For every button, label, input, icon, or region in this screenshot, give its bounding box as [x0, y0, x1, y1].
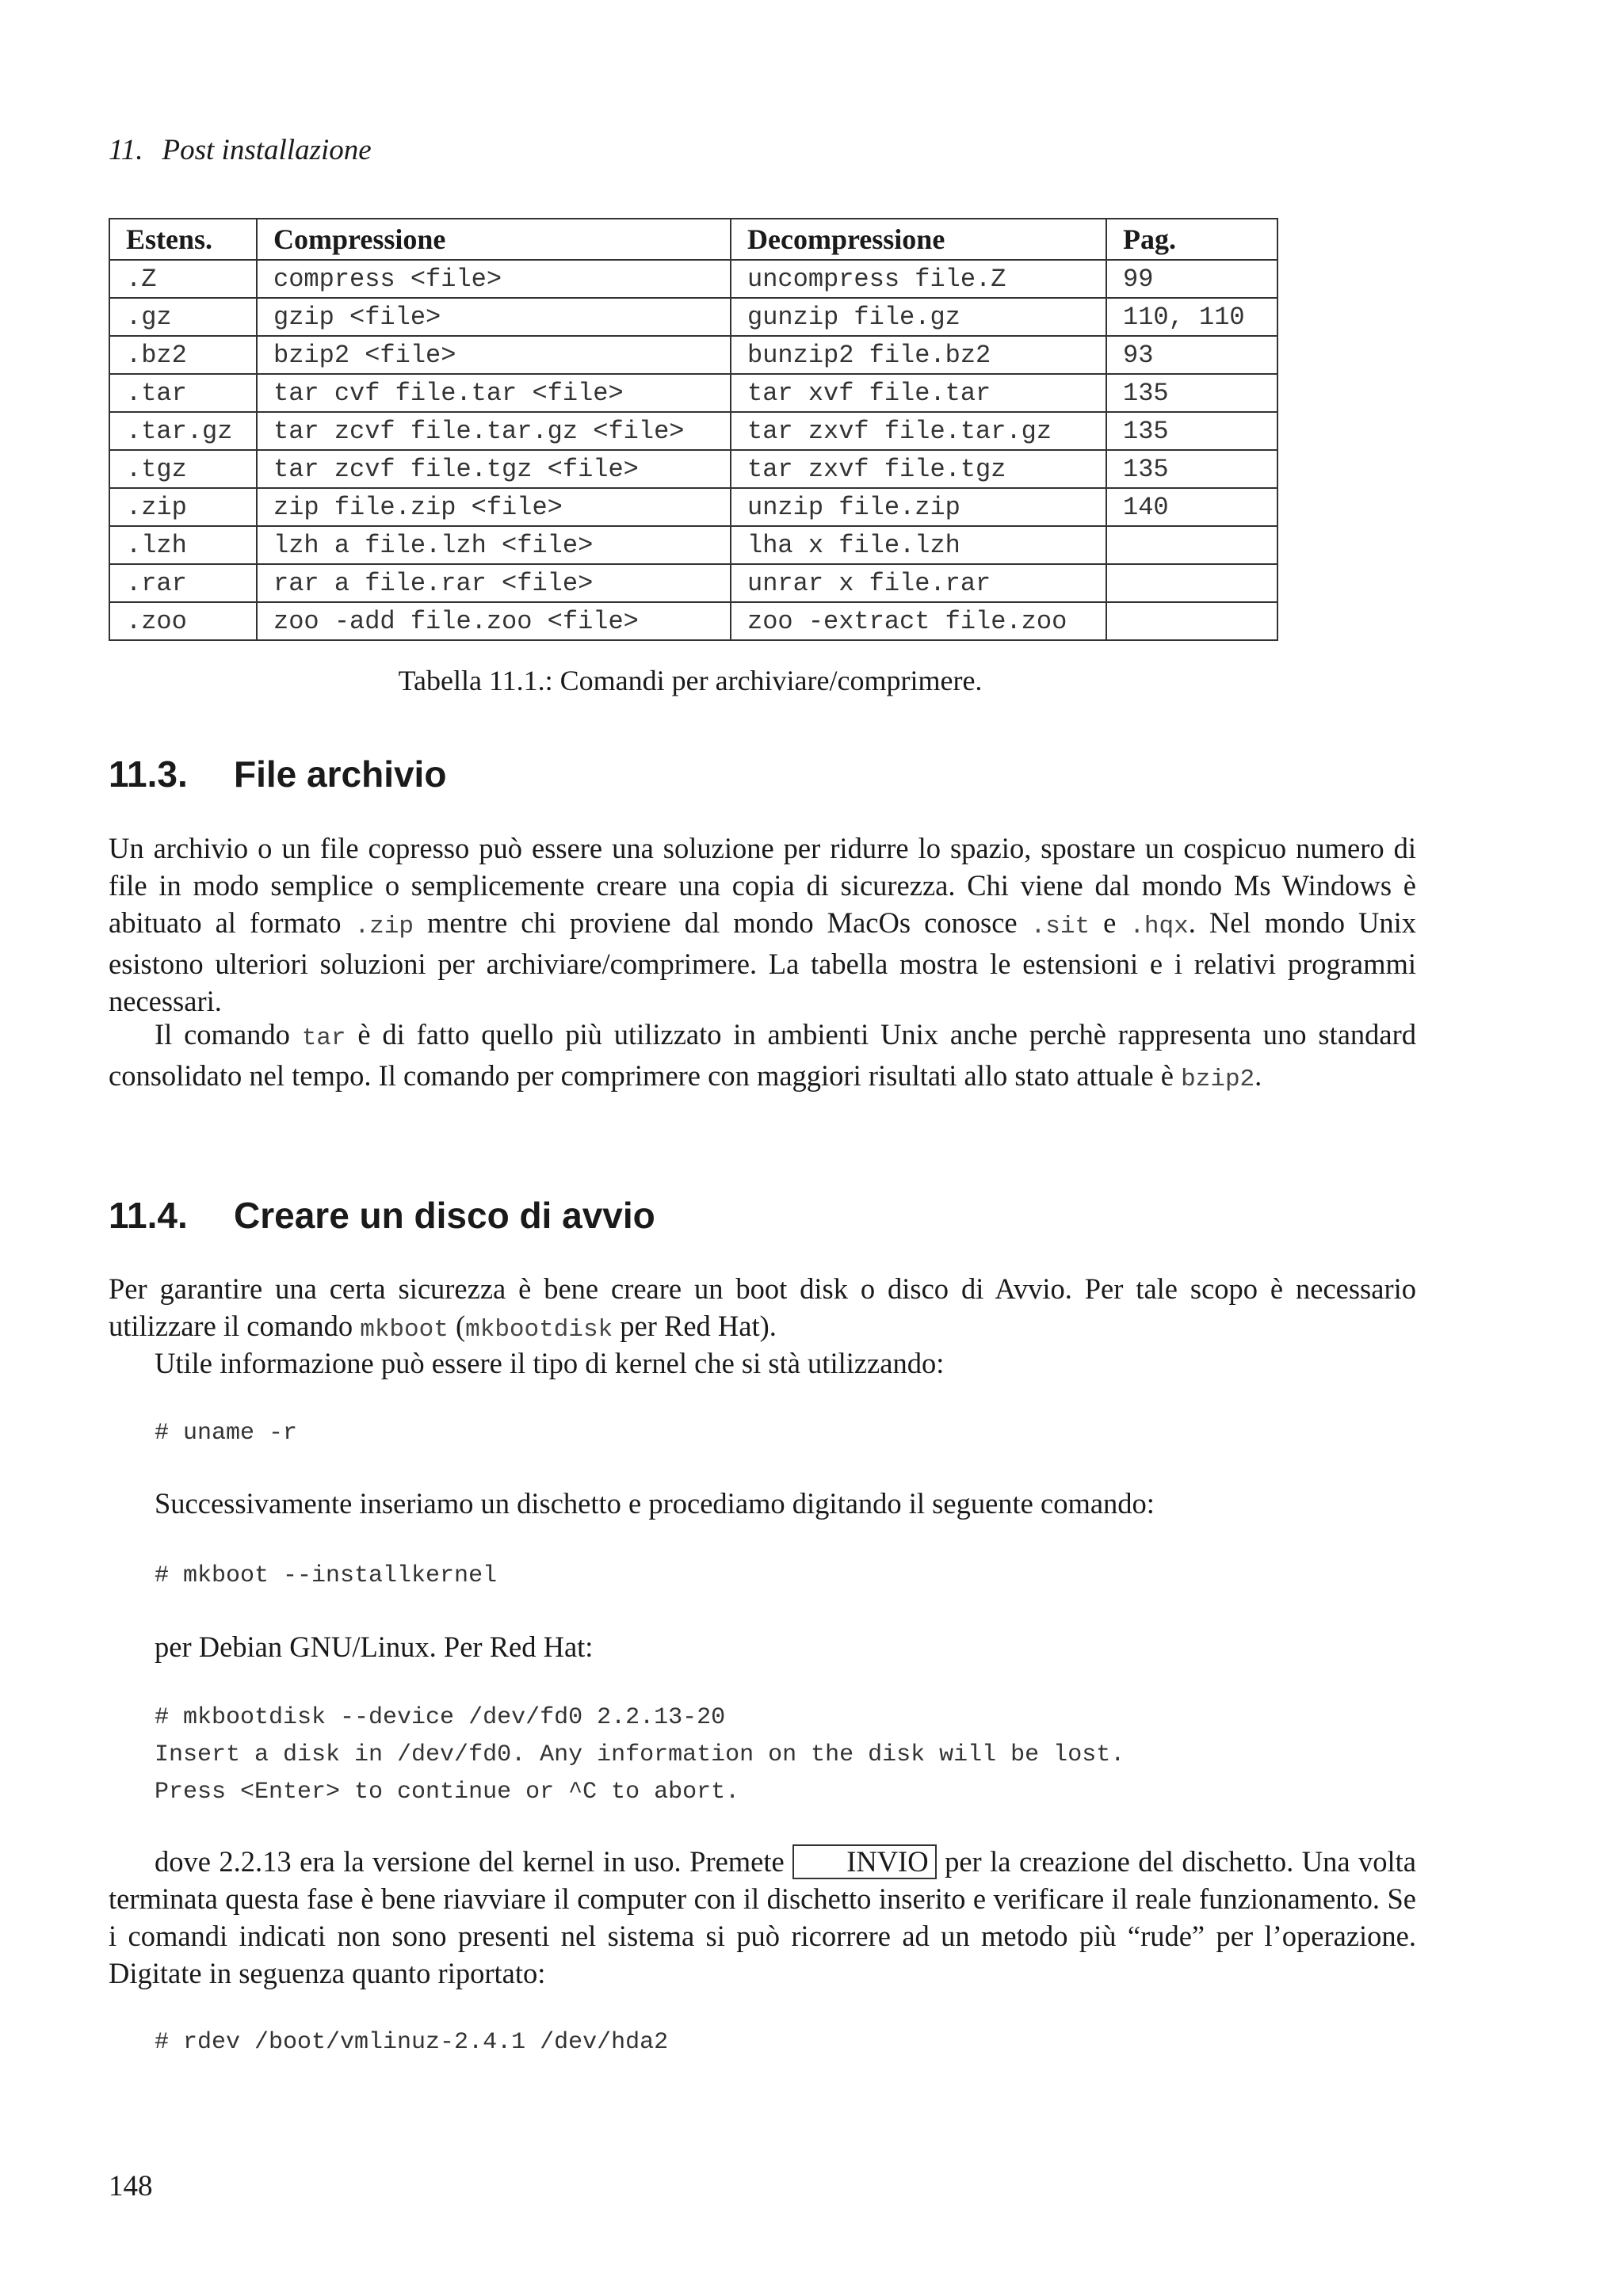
text-run: (: [448, 1310, 466, 1342]
text-run: Il comando: [155, 1018, 302, 1051]
invio-key: INVIO: [792, 1844, 936, 1879]
cell-compression: zoo -add file.zoo <file>: [257, 602, 731, 640]
table-row: [109, 374, 1277, 412]
text-run: . Nel mondo Unix esistono ulteriori soluzioni per archiviare/comprimere. La tabella mostra le estensioni e i relativi programmi necessari.: [109, 906, 1416, 1017]
table-row: [109, 450, 1277, 488]
paragraph-kernel-version: [109, 1843, 1416, 1992]
cell-page: 135: [1106, 450, 1277, 488]
paragraph-tar-command: [109, 1016, 1416, 1098]
cell-decompression: tar zxvf file.tar.gz: [731, 412, 1106, 450]
text-run: Un archivio o un file copresso può essere una soluzione per ridurre lo spazio, spostare un cospicuo numero di file in modo semplice o semplicemente creare una copia di sicurezza. Chi viene dal mondo Ms Windows è abituato al formato: [109, 832, 1416, 939]
cell-page: 135: [1106, 374, 1277, 412]
cell-compression: rar a file.rar <file>: [257, 564, 731, 602]
table-row: [109, 602, 1277, 640]
table-row: [109, 260, 1277, 298]
cell-compression: tar zcvf file.tgz <file>: [257, 450, 731, 488]
paragraph-insert-floppy: Successivamente inseriamo un dischetto e procediamo digitando il seguente comando:: [155, 1487, 1155, 1520]
text-run: Per garantire una certa sicurezza è bene creare un boot disk o disco di Avvio. Per tale scopo è necessario utilizzare il comando: [109, 1272, 1416, 1342]
text-run: .: [1254, 1059, 1262, 1092]
cell-decompression: gunzip file.gz: [731, 298, 1106, 336]
section-heading-disco-avvio: [109, 1194, 655, 1237]
cell-page: 93: [1106, 336, 1277, 374]
inline-code: mkboot: [360, 1316, 449, 1344]
header-decompression: Decompressione: [731, 219, 1106, 260]
header-compression: Compressione: [257, 219, 731, 260]
cell-extension: .Z: [109, 260, 257, 298]
text-run: per la creazione del dischetto. Una volta terminata questa fase è bene riavviare il computer con il dischetto inserito e verificare il reale funzionamento. Se i comandi indicati non sono presenti nel sistema si può ricorrere ad un metodo più “rude” per l’operazione. Digitate in seguenza quanto riportato:: [109, 1845, 1416, 1989]
cell-page: [1106, 526, 1277, 564]
section-number: 11.3.: [109, 753, 188, 795]
cell-page: 135: [1106, 412, 1277, 450]
cell-page: [1106, 602, 1277, 640]
cell-decompression: unrar x file.rar: [731, 564, 1106, 602]
archive-commands-table: [109, 218, 1278, 641]
cell-extension: .bz2: [109, 336, 257, 374]
section-number: 11.4.: [109, 1195, 188, 1236]
table-caption: Tabella 11.1.: Comandi per archiviare/comprimere.: [398, 665, 983, 696]
code-block-mkbootdisk: # mkbootdisk --device /dev/fd0 2.2.13-20 Insert a disk in /dev/fd0. Any information on the disk will be lost. Press <Enter> to continue or ^C to abort.: [155, 1704, 1125, 1806]
cell-compression: tar zcvf file.tar.gz <file>: [257, 412, 731, 450]
text-run: per Red Hat).: [613, 1310, 777, 1342]
cell-decompression: uncompress file.Z: [731, 260, 1106, 298]
cell-decompression: tar xvf file.tar: [731, 374, 1106, 412]
cell-extension: .zoo: [109, 602, 257, 640]
cell-compression: tar cvf file.tar <file>: [257, 374, 731, 412]
chapter-title: Post installazione: [162, 134, 372, 166]
cell-extension: .gz: [109, 298, 257, 336]
paragraph-kernel-info: Utile informazione può essere il tipo di kernel che si stà utilizzando:: [155, 1347, 945, 1379]
cell-extension: .zip: [109, 488, 257, 526]
table-header-row: [109, 219, 1277, 260]
cell-compression: gzip <file>: [257, 298, 731, 336]
cell-extension: .lzh: [109, 526, 257, 564]
table-row: [109, 298, 1277, 336]
inline-code: mkbootdisk: [465, 1316, 613, 1344]
cell-decompression: unzip file.zip: [731, 488, 1106, 526]
section-title: File archivio: [234, 753, 447, 795]
code-block-mkboot: # mkboot --installkernel: [155, 1562, 498, 1589]
inline-code: .sit: [1030, 913, 1090, 940]
cell-extension: .tgz: [109, 450, 257, 488]
text-run: dove 2.2.13 era la versione del kernel in uso. Premete: [155, 1845, 793, 1878]
cell-compression: compress <file>: [257, 260, 731, 298]
code-block-uname: # uname -r: [155, 1420, 298, 1447]
text-run: mentre chi proviene dal mondo MacOs conosce: [413, 906, 1031, 939]
table-row: [109, 564, 1277, 602]
cell-decompression: lha x file.lzh: [731, 526, 1106, 564]
section-title: Creare un disco di avvio: [234, 1195, 655, 1236]
cell-decompression: bunzip2 file.bz2: [731, 336, 1106, 374]
cell-decompression: zoo -extract file.zoo: [731, 602, 1106, 640]
chapter-number: 11.: [109, 134, 143, 166]
paragraph-boot-disk-intro: [109, 1270, 1416, 1348]
table-row: [109, 336, 1277, 374]
inline-code: bzip2: [1181, 1066, 1255, 1093]
cell-compression: zip file.zip <file>: [257, 488, 731, 526]
table-row: [109, 488, 1277, 526]
cell-decompression: tar zxvf file.tgz: [731, 450, 1106, 488]
inline-code: .zip: [354, 913, 414, 940]
cell-page: 140: [1106, 488, 1277, 526]
cell-compression: bzip2 <file>: [257, 336, 731, 374]
running-head: [109, 133, 372, 167]
cell-page: [1106, 564, 1277, 602]
text-run: è di fatto quello più utilizzato in ambienti Unix anche perchè rappresenta uno standard consolidato nel tempo. Il comando per comprimere con maggiori risultati allo stato attuale è: [109, 1018, 1416, 1092]
section-heading-file-archivio: [109, 753, 446, 795]
page-number: 148: [109, 2170, 153, 2203]
header-extension: Estens.: [109, 219, 257, 260]
header-page: Pag.: [1106, 219, 1277, 260]
cell-extension: .tar: [109, 374, 257, 412]
cell-page: 110, 110: [1106, 298, 1277, 336]
cell-compression: lzh a file.lzh <file>: [257, 526, 731, 564]
text-run: e: [1090, 906, 1130, 939]
inline-code: .hqx: [1129, 913, 1189, 940]
cell-extension: .tar.gz: [109, 412, 257, 450]
table-row: [109, 412, 1277, 450]
inline-code: tar: [301, 1024, 346, 1052]
cell-page: 99: [1106, 260, 1277, 298]
paragraph-archive-intro: [109, 830, 1416, 1020]
paragraph-debian-redhat: per Debian GNU/Linux. Per Red Hat:: [155, 1630, 594, 1663]
code-block-rdev: # rdev /boot/vmlinuz-2.4.1 /dev/hda2: [155, 2029, 669, 2056]
table-row: [109, 526, 1277, 564]
cell-extension: .rar: [109, 564, 257, 602]
